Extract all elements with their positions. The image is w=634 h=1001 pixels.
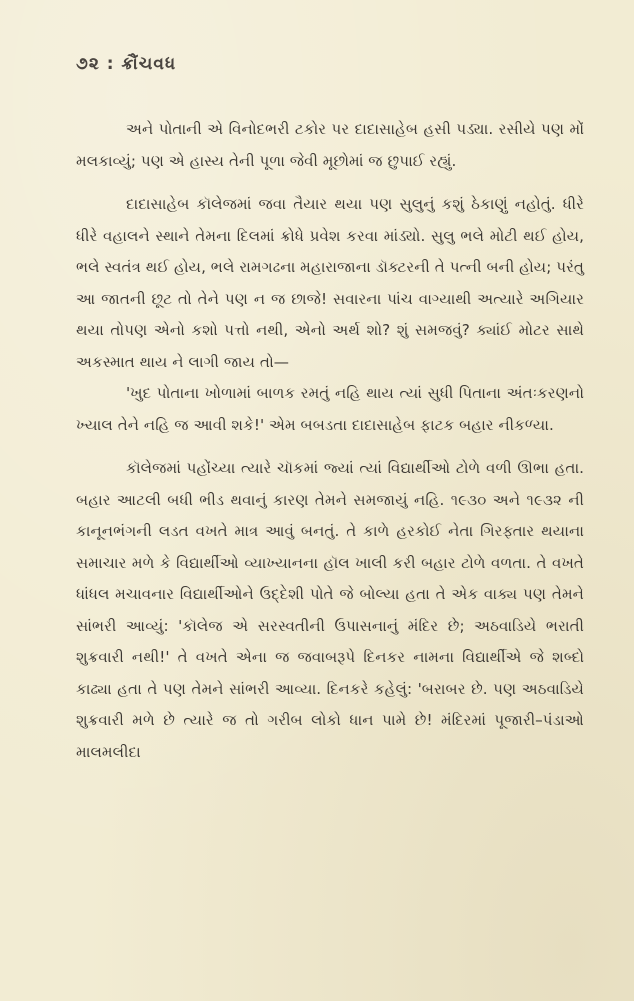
running-header: ૭૨ : ક્રૌંચવધ — [76, 54, 177, 74]
paragraph: દાદાસાહેબ કૉલેજમાં જવા તૈયાર થયા પણ સુલુનું કશું ઠેકાણું નહોતું. ધીરે ધીરે વહાલને સ્થાને તેમના દિલમાં ક્રોધે પ્રવેશ કરવા માંડ્યો. સુલુ ભલે મોટી થઈ હોય, ભલે સ્વતંત્ર થઈ હોય, ભલે રામગઢના મહારાજાના ડૉક્ટરની તે પત્ની બની હોય; પરંતુ આ જાતની છૂટ તો તેને પણ ન જ છાજે! સવારના પાંચ વાગ્યાથી અત્યારે અગિયાર થયા તોપણ એનો કશો પત્તો નથી, એનો અર્થ શો? શું સમજવું? ક્યાંઈ મોટર સાથે અકસ્માત થાય ને લાગી જાય તો— — [76, 195, 584, 371]
paragraph: અને પોતાની એ વિનોદભરી ટકોર પર દાદાસાહેબ હસી પડ્યા. રસીયે પણ મોં મલકાવ્યું; પણ એ હાસ્ય તેની પૂળા જેવી મૂછોમાં જ છુપાઈ રહ્યું. — [76, 120, 584, 170]
page-body — [76, 114, 584, 768]
paragraph: 'ખુદ પોતાના ખોળામાં બાળક રમતું નહિ થાય ત્યાં સુધી પિતાના અંતઃકરણનો ખ્યાલ તેને નહિ જ આવી શકે!' એમ બબડતા દાદાસાહેબ ફાટક બહાર નીકળ્યા. — [76, 384, 584, 434]
paragraph: કૉલેજમાં પહોંચ્યા ત્યારે ચૉકમાં જ્યાં ત્યાં વિદ્યાર્થીઓ ટોળે વળી ઊભા હતા. બહાર આટલી બધી ભીડ થવાનું કારણ તેમને સમજાયું નહિ. ૧૯૩૦ અને ૧૯૩૨ ની કાનૂનભંગની લડત વખતે માત્ર આવું બનતું. તે કાળે હરકોઈ નેતા ગિરફ્તાર થયાના સમાચાર મળે કે વિદ્યાર્થીઓ વ્યાખ્યાનના હૉલ ખાલી કરી બહાર ટોળે વળતા. તે વખતે ધાંધલ મચાવનાર વિદ્યાર્થીઓને ઉદ્દેશી પોતે જે બોલ્યા હતા તે એક વાક્ય પણ તેમને સાંભરી આવ્યું: 'કૉલેજ એ સરસ્વતીની ઉપાસનાનું મંદિર છે; અઠવાડિયે ભરાતી શુક્રવારી નથી!' તે વખતે એના જ જવાબરૂપે દિનકર નામના વિદ્યાર્થીએ જે શબ્દો કાઢ્યા હતા તે પણ તેમને સાંભરી આવ્યા. દિનકરે કહેલું: 'બરાબર છે. પણ અઠવાડિયે શુક્રવારી મળે છે ત્યારે જ તો ગરીબ લોકો ધાન પામે છે! મંદિરમાં પૂજારી–પંડાઓ માલમલીદા — [76, 459, 584, 761]
